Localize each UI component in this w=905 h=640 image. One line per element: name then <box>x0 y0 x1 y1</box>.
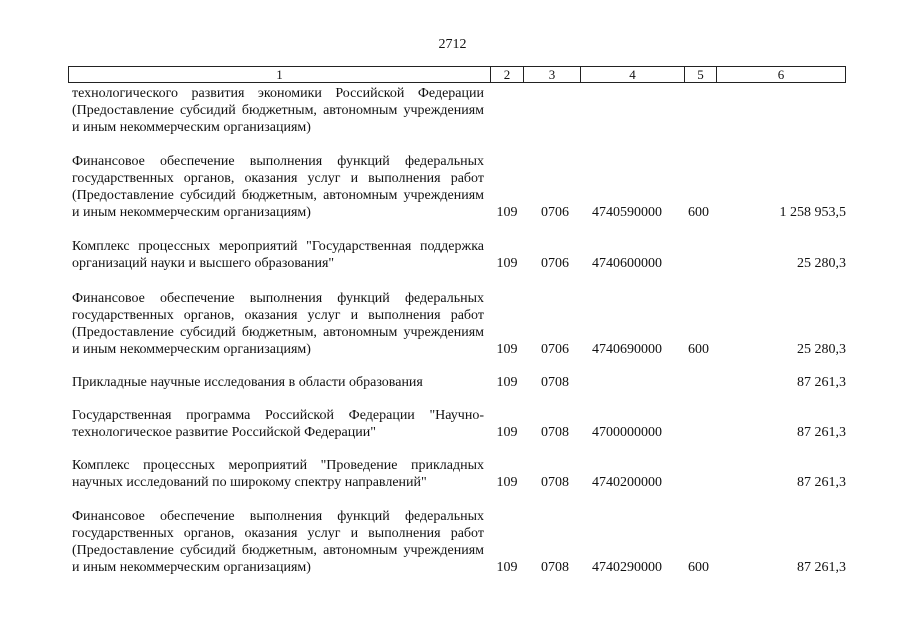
header-col-3: 3 <box>524 67 581 82</box>
row-description: Прикладные научные исследования в области образования <box>72 375 423 390</box>
row-code-target: 4740290000 <box>592 560 662 575</box>
row-code-section: 0708 <box>541 425 569 440</box>
row-code-ministry: 109 <box>496 475 518 490</box>
row-description: Комплекс процессных мероприятий "Государственная поддержка организаций науки и высшего образования" <box>72 239 484 271</box>
row-amount: 87 261,3 <box>797 560 846 575</box>
row-code-section: 0706 <box>541 256 569 271</box>
header-col-4: 4 <box>581 67 685 82</box>
header-col-6: 6 <box>777 67 785 82</box>
row-code-target: 4740600000 <box>592 256 662 271</box>
row-code-section: 0706 <box>541 342 569 357</box>
row-code-expense-type: 600 <box>688 205 709 220</box>
row-amount: 87 261,3 <box>797 375 846 390</box>
row-amount: 1 258 953,5 <box>779 205 846 220</box>
row-amount: 25 280,3 <box>797 342 846 357</box>
row-code-expense-type: 600 <box>688 342 709 357</box>
row-description: Финансовое обеспечение выполнения функций федеральных государственных органов, оказания услуг и выполнения работ (Предоставление субсидий бюджетным, автономным учреждениям и иным некоммерческим организациям) <box>72 154 484 220</box>
row-code-ministry: 109 <box>496 256 518 271</box>
row-description: Финансовое обеспечение выполнения функций федеральных государственных органов, оказания услуг и выполнения работ (Предоставление субсидий бюджетным, автономным учреждениям и иным некоммерческим организациям) <box>72 291 484 357</box>
row-description: Государственная программа Российской Федерации "Научно-технологическое развитие Российской Федерации" <box>72 408 484 440</box>
row-code-ministry: 109 <box>496 560 518 575</box>
row-code-target: 4740690000 <box>592 342 662 357</box>
row-code-ministry: 109 <box>496 205 518 220</box>
row-description: Комплекс процессных мероприятий "Проведение прикладных научных исследований по широкому спектру направлений" <box>72 458 484 490</box>
header-col-2: 2 <box>491 67 524 82</box>
row-code-section: 0708 <box>541 375 569 390</box>
row-code-expense-type: 600 <box>688 560 709 575</box>
row-code-target: 4740590000 <box>592 205 662 220</box>
row-code-ministry: 109 <box>496 342 518 357</box>
row-amount: 87 261,3 <box>797 425 846 440</box>
header-col-1: 1 <box>69 67 491 82</box>
row-description: Финансовое обеспечение выполнения функций федеральных государственных органов, оказания услуг и выполнения работ (Предоставление субсидий бюджетным, автономным учреждениям и иным некоммерческим организациям) <box>72 509 484 575</box>
row-code-ministry: 109 <box>496 375 518 390</box>
row-code-section: 0708 <box>541 560 569 575</box>
row-code-target: 4740200000 <box>592 475 662 490</box>
row-amount: 25 280,3 <box>797 256 846 271</box>
row-code-section: 0708 <box>541 475 569 490</box>
row-description: технологического развития экономики Российской Федерации (Предоставление субсидий бюджетным, автономным учреждениям и иным некоммерческим организациям) <box>72 86 484 135</box>
header-col-5: 5 <box>685 67 717 82</box>
row-code-target: 4700000000 <box>592 425 662 440</box>
row-code-ministry: 109 <box>496 425 518 440</box>
page-number: 2712 <box>438 37 467 52</box>
row-code-section: 0706 <box>541 205 569 220</box>
row-amount: 87 261,3 <box>797 475 846 490</box>
